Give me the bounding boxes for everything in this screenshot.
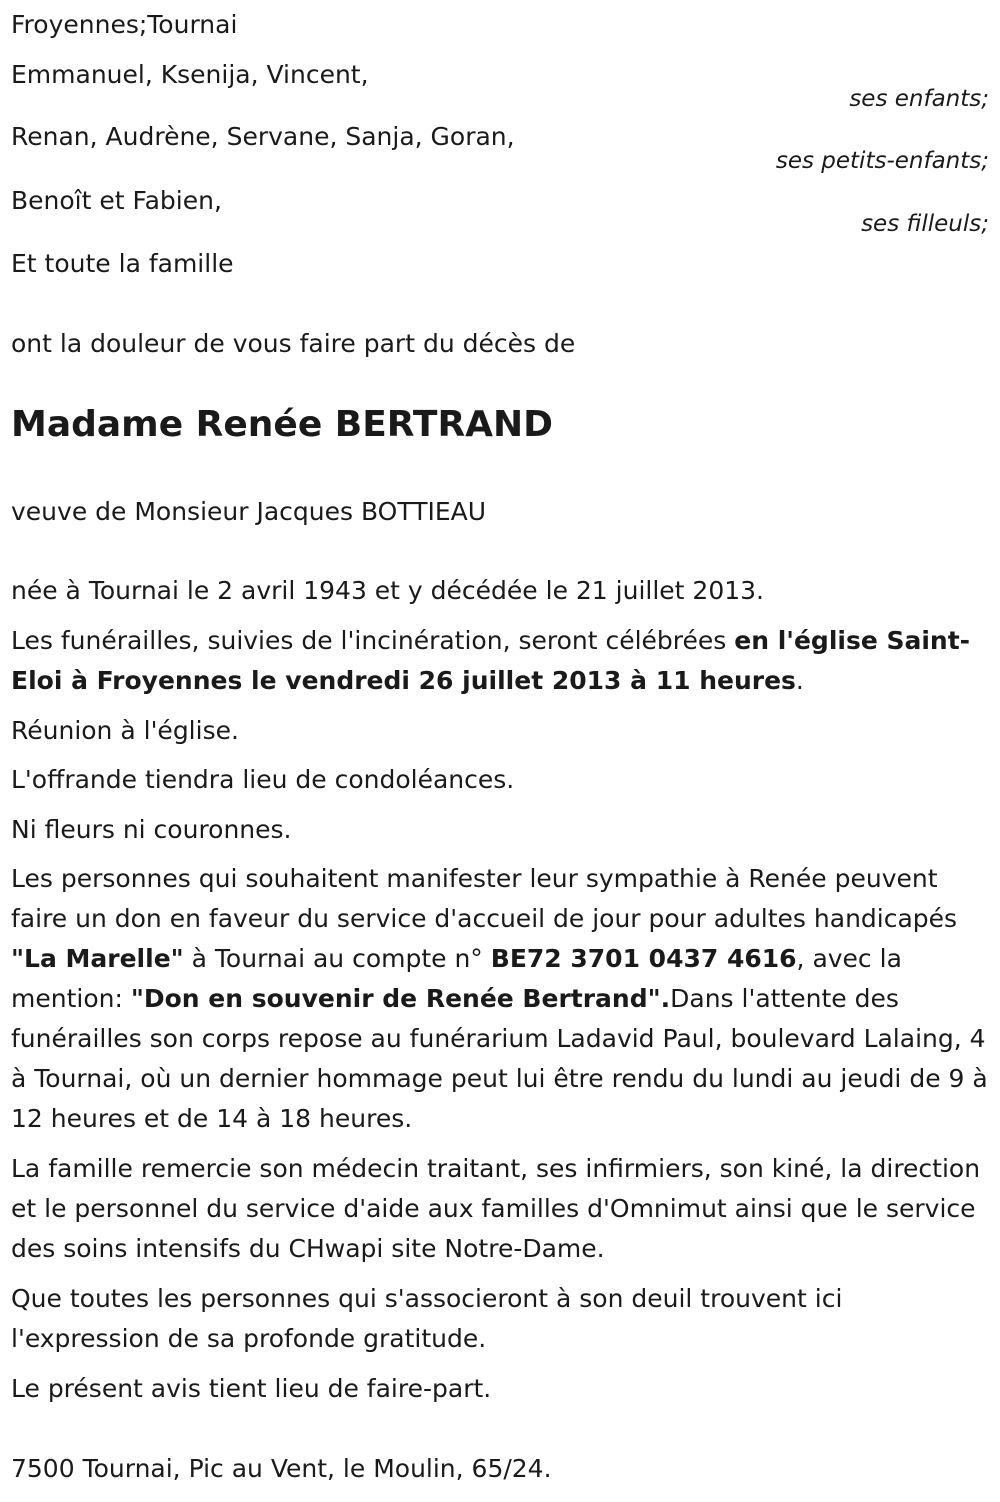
family-children-role: ses enfants;: [849, 86, 989, 112]
donation-text-1: Les personnes qui souhaitent manifester leur sympathie à Renée peuvent faire un don en faveur du service d'accueil de jour pour adultes handicapés: [11, 864, 958, 933]
fleurs-note: Ni fleurs ni couronnes.: [11, 815, 292, 844]
donation-org: "La Marelle": [11, 944, 184, 973]
widow-of: veuve de Monsieur Jacques BOTTIEAU: [11, 497, 487, 526]
family-all: Et toute la famille: [11, 249, 234, 278]
donation-paragraph: [11, 859, 996, 1139]
notice: Le présent avis tient lieu de faire-part.: [11, 1374, 492, 1403]
announcement: ont la douleur de vous faire part du décès de: [11, 329, 576, 358]
family-godchildren-names: Benoît et Fabien,: [11, 186, 222, 215]
donation-mention: "Don en souvenir de Renée Bertrand".: [130, 984, 671, 1013]
donation-text-2: à Tournai au compte n°: [183, 944, 491, 973]
offrande-note: L'offrande tiendra lieu de condoléances.: [11, 765, 515, 794]
funeral-intro: Les funérailles, suivies de l'incinération, seront célébrées: [11, 626, 735, 655]
gratitude-paragraph: Que toutes les personnes qui s'associeront à son deuil trouvent ici l'expression de sa profonde gratitude.: [11, 1284, 843, 1353]
donation-text-4: Dans l'attente des funérailles son corps repose au funérarium Ladavid Paul, boulevard Lalaing, 4 à Tournai, où un dernier hommage peut lui être rendu du lundi au jeudi de 9 à 12 heures et de 14 à 18 heures.: [11, 984, 988, 1133]
funeral-end: .: [795, 666, 804, 695]
location-header: Froyennes;Tournai: [11, 10, 238, 39]
family-godchildren-role: ses filleuls;: [861, 211, 989, 237]
reunion-note: Réunion à l'église.: [11, 716, 239, 745]
family-grandchildren-role: ses petits-enfants;: [775, 148, 989, 174]
family-children-names: Emmanuel, Ksenija, Vincent,: [11, 60, 369, 89]
thanks-paragraph: La famille remercie son médecin traitant, ses infirmiers, son kiné, la direction et le personnel du service d'aide aux familles d'Omnimut ainsi que le service des soins intensifs du CHwapi site Notre-Dame.: [11, 1154, 981, 1263]
address: 7500 Tournai, Pic au Vent, le Moulin, 65/24.: [11, 1454, 552, 1483]
donation-text-3: , avec la mention:: [11, 944, 902, 1013]
funeral-details: en l'église Saint-Eloi à Froyennes le vendredi 26 juillet 2013 à 11 heures: [11, 626, 971, 695]
deceased-name: Madame Renée BERTRAND: [11, 404, 554, 445]
birth-death-dates: née à Tournai le 2 avril 1943 et y décédée le 21 juillet 2013.: [11, 576, 764, 605]
funeral-paragraph: [11, 621, 996, 701]
donation-account: BE72 3701 0437 4616: [490, 944, 797, 973]
family-grandchildren-names: Renan, Audrène, Servane, Sanja, Goran,: [11, 122, 515, 151]
